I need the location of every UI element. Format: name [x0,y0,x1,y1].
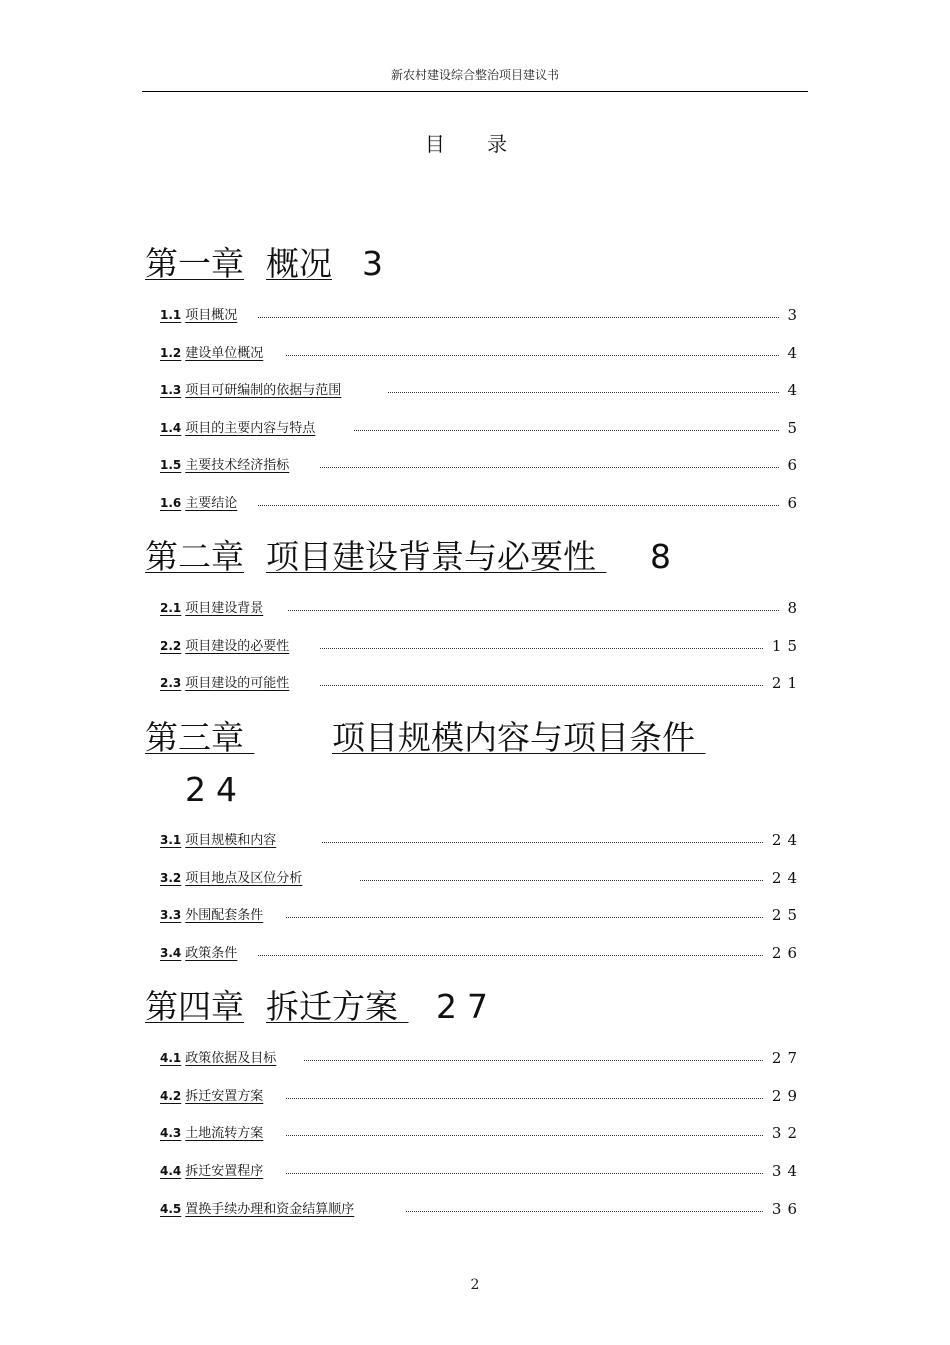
entry-page: 32 [771,1124,803,1142]
entry-page: 34 [771,1162,803,1180]
chapter-4-page: 27 [436,987,498,1026]
entry-number: 2.3 [160,676,182,690]
entry-page: 25 [771,906,803,924]
entry-number: 3.4 [160,946,182,960]
entry-page: 36 [771,1200,803,1218]
entry-number: 4.5 [160,1202,182,1216]
entry-title: 项目建设的必要性 [185,639,290,654]
entry-title: 项目建设背景 [185,601,264,616]
entry-page: 26 [771,944,803,962]
dot-leader [258,955,763,956]
entry-number: 3.2 [160,871,182,885]
entry-page: 8 [787,599,803,617]
toc-entry-4-4[interactable] [160,1161,803,1181]
dot-leader [320,648,763,649]
dot-leader [320,467,779,468]
entry-number: 1.2 [160,346,182,360]
toc-entry-4-5[interactable] [160,1199,803,1219]
toc-entry-3-3[interactable] [160,905,803,925]
toc-entry-3-1[interactable] [160,830,803,850]
header-rule [142,91,808,92]
entry-page: 6 [787,494,803,512]
entry-title: 项目可研编制的依据与范围 [185,383,342,398]
chapter-4-heading[interactable] [145,987,498,1027]
toc-entry-4-3[interactable] [160,1123,803,1143]
dot-leader [258,505,779,506]
chapter-3-title: 项目规模内容与项目条件 [332,718,695,757]
entry-title: 拆迁安置程序 [185,1164,264,1179]
entry-page: 29 [771,1087,803,1105]
entry-number: 1.5 [160,458,182,472]
entry-number: 1.6 [160,496,182,510]
entry-page: 4 [787,381,803,399]
entry-title: 外围配套条件 [185,908,264,923]
running-header: 新农村建设综合整治项目建议书 [390,68,559,82]
entry-page: 3 [787,306,803,324]
entry-number: 4.2 [160,1089,182,1103]
toc-entry-2-3[interactable] [160,673,803,693]
toc-entry-4-1[interactable] [160,1048,803,1068]
toc-entry-1-4[interactable] [160,418,803,438]
chapter-1-label: 第一章 [145,244,244,283]
toc-entry-4-2[interactable] [160,1086,803,1106]
chapter-3-page-line [185,770,247,810]
entry-title: 建设单位概况 [185,346,264,361]
dot-leader [286,1135,763,1136]
entry-page: 4 [787,344,803,362]
entry-title: 土地流转方案 [185,1126,264,1141]
dot-leader [322,842,763,843]
entry-page: 6 [787,456,803,474]
entry-page: 21 [771,674,803,692]
dot-leader [286,355,779,356]
entry-title: 政策依据及目标 [185,1051,277,1066]
toc-entry-1-5[interactable] [160,455,803,475]
chapter-1-page: 3 [362,244,393,283]
entry-title: 项目规模和内容 [185,833,277,848]
dot-leader [286,1173,763,1174]
entry-title: 拆迁安置方案 [185,1089,264,1104]
chapter-1-heading[interactable] [145,244,393,284]
toc-entry-1-6[interactable] [160,493,803,513]
toc-entry-1-1[interactable] [160,305,803,325]
entry-page: 5 [787,419,803,437]
toc-entry-1-2[interactable] [160,343,803,363]
entry-title: 项目概况 [185,308,238,323]
dot-leader [388,392,779,393]
entry-number: 2.2 [160,639,182,653]
entry-title: 项目建设的可能性 [185,676,290,691]
dot-leader [360,880,763,881]
entry-title: 主要结论 [185,496,238,511]
entry-number: 1.3 [160,383,182,397]
dot-leader [258,317,779,318]
chapter-4-label: 第四章 [145,987,244,1026]
chapter-2-title: 项目建设背景与必要性 [266,537,596,576]
entry-title: 项目的主要内容与特点 [185,421,316,436]
chapter-3-label: 第三章 [145,718,244,757]
dot-leader [288,610,779,611]
toc-entry-3-4[interactable] [160,943,803,963]
dot-leader [304,1060,763,1061]
chapter-2-page: 8 [650,537,681,576]
toc-title: 目 录 [424,132,526,156]
chapter-2-heading[interactable] [145,537,681,577]
entry-title: 项目地点及区位分析 [185,871,303,886]
chapter-3-heading[interactable] [145,718,735,758]
dot-leader [354,430,779,431]
dot-leader [406,1211,763,1212]
entry-number: 3.1 [160,833,182,847]
entry-number: 1.4 [160,421,182,435]
entry-number: 4.3 [160,1126,182,1140]
entry-number: 4.1 [160,1051,182,1065]
chapter-2-label: 第二章 [145,537,244,576]
entry-page: 24 [771,831,803,849]
toc-entry-3-2[interactable] [160,868,803,888]
dot-leader [320,685,763,686]
page-number: 2 [470,1277,480,1293]
entry-number: 1.1 [160,308,182,322]
entry-page: 15 [771,637,803,655]
entry-number: 2.1 [160,601,182,615]
entry-number: 4.4 [160,1164,182,1178]
entry-page: 24 [771,869,803,887]
entry-number: 3.3 [160,908,182,922]
dot-leader [286,917,763,918]
chapter-4-title: 拆迁方案 [266,987,398,1026]
entry-title: 主要技术经济指标 [185,458,290,473]
chapter-1-title: 概况 [266,244,332,283]
dot-leader [286,1098,763,1099]
toc-entry-1-3[interactable] [160,380,803,400]
entry-page: 27 [771,1049,803,1067]
entry-title: 置换手续办理和资金结算顺序 [185,1202,355,1217]
entry-title: 政策条件 [185,946,238,961]
chapter-3-page: 24 [185,770,247,809]
toc-entry-2-1[interactable] [160,598,803,618]
toc-entry-2-2[interactable] [160,636,803,656]
